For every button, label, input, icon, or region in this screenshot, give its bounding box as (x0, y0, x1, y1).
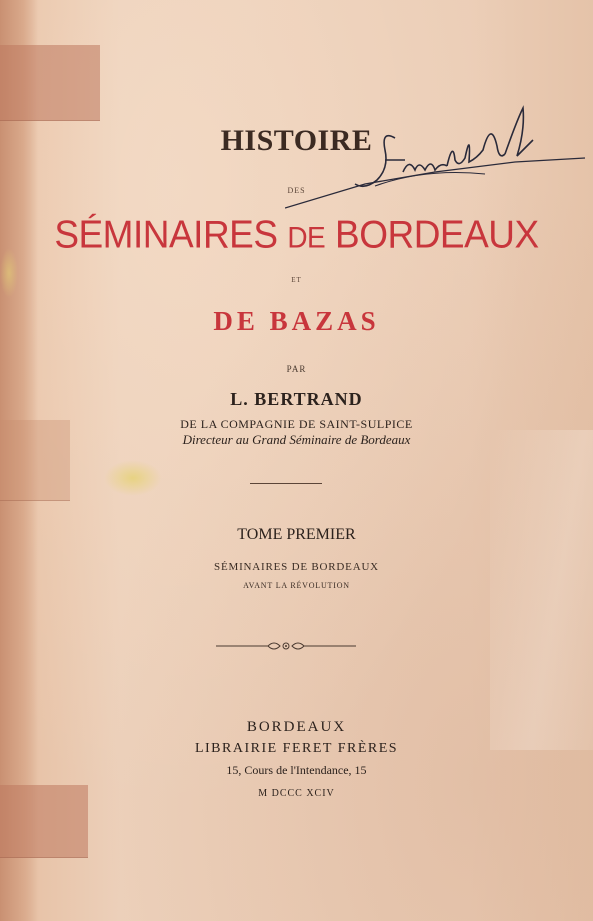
volume-subtitle-2: AVANT LA RÉVOLUTION (243, 581, 350, 590)
tape-strip (0, 45, 100, 121)
book-title: HISTOIRE (220, 124, 373, 157)
author-name: L. BERTRAND (230, 389, 363, 409)
author-affiliation: DE LA COMPAGNIE DE SAINT-SULPICE (180, 417, 413, 431)
volume-label: TOME PREMIER (237, 526, 356, 543)
subject-city: BORDEAUX (335, 212, 539, 256)
volume-subtitle: SÉMINAIRES DE BORDEAUX (214, 561, 379, 573)
ornament-divider-icon (216, 638, 356, 654)
imprint-address: 15, Cours de l'Intendance, 15 (226, 763, 367, 777)
connector-des: DES (287, 186, 306, 195)
divider-rule (250, 483, 322, 484)
glue-stain (104, 460, 162, 496)
handwritten-signature (285, 100, 593, 220)
connector-et: ET (291, 276, 302, 284)
cover-glare (490, 430, 593, 750)
subject-second: DE BAZAS (213, 306, 380, 336)
imprint-city: BORDEAUX (246, 719, 347, 735)
subject-main: SÉMINAIRES (54, 212, 278, 256)
subject-de: DE (287, 221, 326, 254)
by-label: PAR (286, 364, 307, 374)
imprint-publisher: LIBRAIRIE FERET FRÈRES (194, 741, 399, 756)
imprint-year: M DCCC XCIV (258, 788, 335, 799)
author-role: Directeur au Grand Séminaire de Bordeaux (182, 432, 411, 447)
